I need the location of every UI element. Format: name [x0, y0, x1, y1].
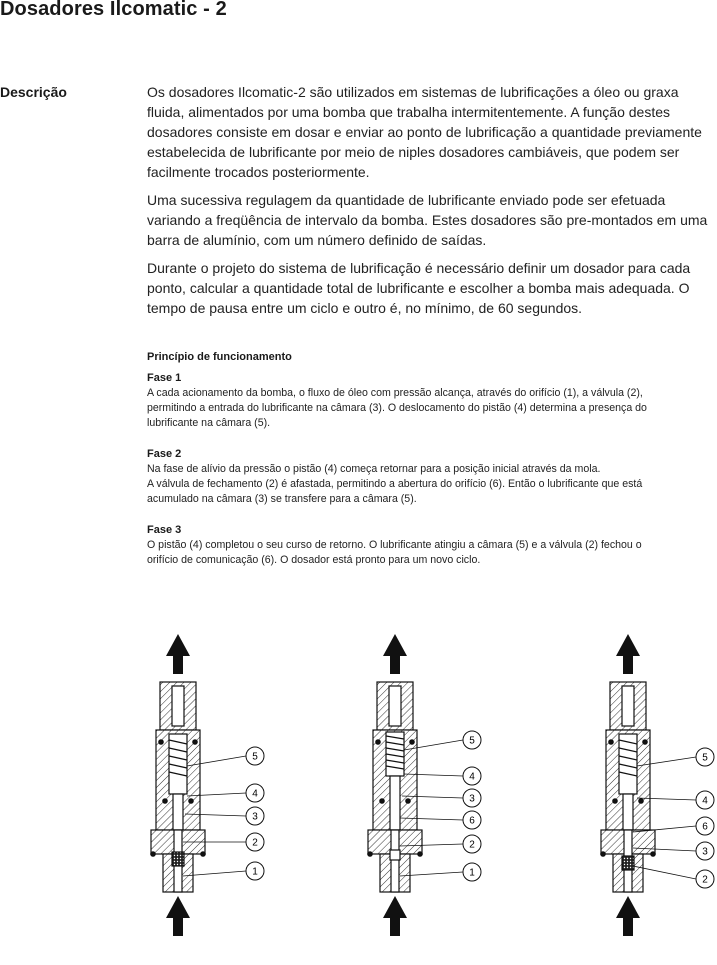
svg-text:5: 5: [469, 735, 475, 747]
callout-5: [246, 747, 264, 765]
phase-line: A cada acionamento da bomba, o fluxo de óleo com pressão alcança, através do orifício (1), a válvula (2),: [147, 387, 643, 399]
svg-text:5: 5: [702, 752, 708, 764]
valve-body: [368, 682, 422, 892]
svg-text:5: 5: [252, 751, 258, 763]
svg-text:4: 4: [252, 788, 258, 800]
svg-text:1: 1: [252, 866, 258, 878]
intro-paragraph: Durante o projeto do sistema de lubrificação é necessário definir um dosador para cada ponto, calcular a quantidade total de lubrificante e escolher a bomba mais adequada. O tempo de pausa entre um ciclo e outro é, no mínimo, de 60 segundos.: [147, 260, 691, 316]
page-title: Dosadores Ilcomatic - 2: [0, 0, 227, 20]
section-label: Descrição: [0, 84, 67, 100]
intro-text: [147, 82, 715, 326]
callout-4: [463, 767, 481, 785]
valve-body: [151, 682, 205, 892]
diagram-phase-2: [368, 634, 481, 936]
diagram-phase-3: [601, 634, 714, 936]
svg-text:1: 1: [469, 867, 475, 879]
valve-body: [601, 682, 655, 892]
phase-line: permitindo a entrada do lubrificante na câmara (3). O deslocamento do pistão (4) determina a presença do: [147, 402, 647, 414]
phase-line: orifício de comunicação (6). O dosador está pronto para um novo ciclo.: [147, 554, 481, 566]
dosing-valve-diagrams: [130, 626, 717, 965]
diagram-phase-1: [151, 634, 264, 936]
phase-line: O pistão (4) completou o seu curso de retorno. O lubrificante atingiu a câmara (5) e a válvula (2) fechou o: [147, 539, 642, 551]
callout-2: [463, 835, 481, 853]
intro-paragraph: Uma sucessiva regulagem da quantidade de lubrificante enviado pode ser efetuada variando a freqüência de intervalo da bomba. Estes dosadores são pre-montados em uma barra de alumínio, com um número definido de saídas.: [147, 192, 708, 248]
callout-4: [246, 784, 264, 802]
phase-line: Na fase de alívio da pressão o pistão (4) começa retornar para a posição inicial através da mola.: [147, 463, 601, 475]
callout-3: [246, 807, 264, 825]
callout-2: [696, 870, 714, 888]
inlet-arrow-icon: [383, 896, 407, 936]
callout-4: [696, 791, 714, 809]
callout-6: [463, 811, 481, 829]
svg-text:3: 3: [702, 846, 708, 858]
phase-title: Fase 1: [147, 372, 182, 384]
outlet-arrow-icon: [383, 634, 407, 674]
intro-paragraph: Os dosadores Ilcomatic-2 são utilizados em sistemas de lubrificações a óleo ou graxa fluida, alimentados por uma bomba que trabalha intermitentemente. A função destes dosadores consiste em dosar e enviar ao ponto de lubrificação a quantidade previamente estabelecida de lubrificante por meio de niples dosadores cambiáveis, que podem ser facilmente trocados posteriormente.: [147, 84, 702, 180]
phase-1: [147, 371, 713, 431]
outlet-arrow-icon: [616, 634, 640, 674]
callout-6: [696, 817, 714, 835]
outlet-arrow-icon: [166, 634, 190, 674]
phase-3: [147, 523, 713, 568]
svg-text:3: 3: [469, 793, 475, 805]
phase-line: acumulado na câmara (3) se transfere para a câmara (5).: [147, 493, 417, 505]
svg-text:6: 6: [702, 821, 708, 833]
callout-5: [696, 748, 714, 766]
callout-1: [463, 863, 481, 881]
phase-line: A válvula de fechamento (2) é afastada, permitindo a abertura do orifício (6). Então o lubrificante que está: [147, 478, 643, 490]
principle-heading: Princípio de funcionamento: [147, 351, 292, 363]
svg-text:2: 2: [252, 837, 258, 849]
svg-text:4: 4: [469, 771, 475, 783]
callout-3: [696, 842, 714, 860]
callout-1: [246, 862, 264, 880]
phase-2: [147, 447, 713, 507]
inlet-arrow-icon: [166, 896, 190, 936]
phase-title: Fase 2: [147, 448, 182, 460]
callout-2: [246, 833, 264, 851]
svg-text:3: 3: [252, 811, 258, 823]
svg-text:6: 6: [469, 815, 475, 827]
phase-line: lubrificante na câmara (5).: [147, 417, 271, 429]
svg-text:2: 2: [469, 839, 475, 851]
operating-principle: [147, 351, 713, 584]
callout-3: [463, 789, 481, 807]
callout-5: [463, 731, 481, 749]
phase-title: Fase 3: [147, 524, 182, 536]
svg-text:2: 2: [702, 874, 708, 886]
inlet-arrow-icon: [616, 896, 640, 936]
svg-text:4: 4: [702, 795, 708, 807]
